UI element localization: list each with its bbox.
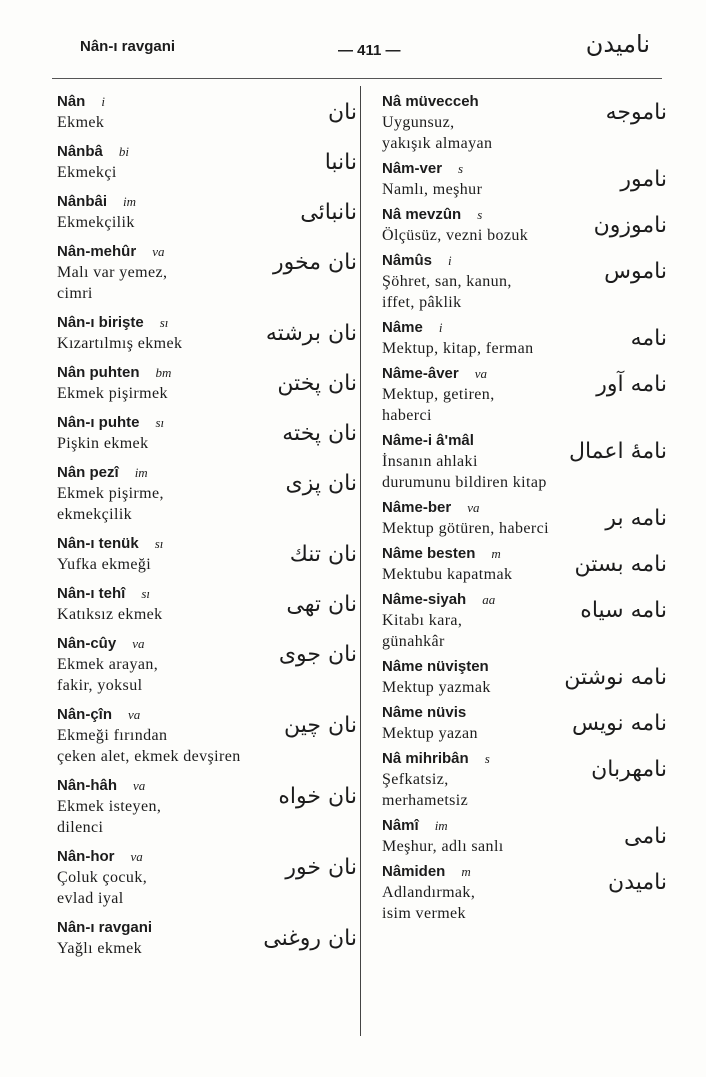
entry-definition: Çoluk çocuk, [57,869,148,886]
part-of-speech: i [448,253,452,268]
entry-definition: Ekmekçilik [57,214,135,231]
arabic-script-word: نان تهى [286,592,357,617]
headword-text: Nân [57,93,86,110]
dictionary-entry [57,92,357,133]
arabic-script-word: ناموس [604,259,667,284]
headword-text: Nân-cûy [57,635,117,652]
headword-text: Nân-ı puhte [57,414,140,431]
dictionary-entry [57,142,357,183]
entry-definition: Yufka ekmeği [57,556,152,573]
part-of-speech: sı [159,315,169,330]
running-header-right: نامیدن [585,30,650,58]
dictionary-entry [382,590,667,652]
entry-headword [57,92,357,112]
arabic-script-word: نانبائى [300,200,357,225]
part-of-speech: m [461,864,471,879]
dictionary-entry [382,749,667,811]
arabic-script-word: نامه سياه [580,598,667,623]
entry-definition: merhametsiz [382,792,469,809]
running-header-left: Nân-ı ravgani [80,38,176,55]
entry-definition: Ölçüsüz, vezni bozuk [382,227,529,244]
arabic-script-word: نان تنك [289,542,357,567]
headword-text: Nâme nüvis [382,704,467,721]
headword-text: Nâme-siyah [382,591,467,608]
headword-text: Nân puhten [57,364,140,381]
arabic-script-word: نان پزى [285,471,357,496]
dictionary-entry [382,816,667,857]
arabic-script-word: نان خور [285,855,357,880]
entry-definition: Ekmek pişirmek [57,385,168,402]
headword-text: Nâm-ver [382,160,443,177]
dictionary-entry [57,313,357,354]
arabic-script-word: نامه نوشتن [564,665,667,690]
entry-definition: günahkâr [382,633,445,650]
arabic-script-word: ناموزون [593,213,667,238]
entry-definition: Ekmek isteyen, [57,798,162,815]
entry-definition: Ekmekçi [57,164,117,181]
entry-definition: fakir, yoksul [57,677,143,694]
entry-definition: Mektup yazan [382,725,478,742]
dictionary-entry [57,776,357,838]
entry-headword [57,142,357,162]
entry-definition: Uygunsuz, [382,114,455,131]
dictionary-entry [57,413,357,454]
arabic-script-word: نامور [620,167,667,192]
right-column [382,92,667,929]
part-of-speech: sı [154,536,164,551]
dictionary-entry [382,205,667,246]
arabic-script-word: ناميدن [608,870,667,895]
headword-text: Nâme-ber [382,499,452,516]
part-of-speech: sı [155,415,165,430]
headword-text: Nâmiden [382,863,446,880]
part-of-speech: im [434,818,448,833]
entry-definition: Mektup götüren, haberci [382,520,549,537]
entry-definition: Ekmek [57,114,105,131]
part-of-speech: va [132,636,145,651]
dictionary-entry [382,703,667,744]
entry-definition: Mektup, kitap, ferman [382,340,534,357]
left-column [57,92,357,968]
dictionary-entry [382,862,667,924]
entry-definition: haberci [382,407,432,424]
dictionary-entry [382,318,667,359]
dictionary-entry [382,657,667,698]
part-of-speech: i [101,94,105,109]
arabic-script-word: نامه بستن [574,552,667,577]
arabic-script-word: نانبا [324,150,357,175]
entry-definition: Mektup yazmak [382,679,491,696]
arabic-script-word: نامى [624,824,667,849]
entry-definition: Yağlı ekmek [57,940,142,957]
arabic-script-word: نان جوى [278,642,357,667]
dictionary-entry [57,242,357,304]
dictionary-entry [382,364,667,426]
dictionary-entry [382,431,667,493]
part-of-speech: i [438,320,443,335]
dictionary-entry [57,192,357,233]
headword-text: Nâme nüvişten [382,658,489,675]
arabic-script-word: نامه [630,326,667,351]
arabic-script-word: نامۀ اعمال [568,439,667,464]
headword-text: Nân-ı birişte [57,314,144,331]
header-rule [52,78,662,79]
arabic-script-word: نان روغنى [263,926,357,951]
part-of-speech: m [491,546,501,561]
part-of-speech: s [477,207,483,222]
entry-definition: Pişkin ekmek [57,435,149,452]
part-of-speech: va [133,778,146,793]
headword-text: Nân-ı tenük [57,535,139,552]
entry-definition: dilenci [57,819,104,836]
entry-definition: Ekmek pişirme, [57,485,164,502]
part-of-speech: im [123,194,137,209]
entry-definition: Meşhur, adlı sanlı [382,838,504,855]
dictionary-entry [382,92,667,154]
dictionary-entry [382,498,667,539]
part-of-speech: s [458,161,464,176]
part-of-speech: bi [118,144,129,159]
part-of-speech: va [474,366,487,381]
dictionary-entry [382,544,667,585]
part-of-speech: va [130,849,143,864]
headword-text: Nân-çîn [57,706,113,723]
entry-definition: Namlı, meşhur [382,181,483,198]
headword-text: Nân-mehûr [57,243,137,260]
dictionary-entry [382,251,667,313]
headword-text: Nân-ı ravgani [57,919,153,936]
headword-text: Nâ müvecceh [382,93,479,110]
dictionary-entry [57,463,357,525]
headword-text: Nân-hor [57,848,115,865]
entry-definition: cimri [57,285,93,302]
part-of-speech: im [134,465,148,480]
arabic-script-word: نان [328,100,357,125]
entry-definition: isim vermek [382,905,466,922]
entry-definition: Katıksız ekmek [57,606,163,623]
part-of-speech: bm [155,365,172,380]
part-of-speech: s [484,751,490,766]
arabic-script-word: نان پخته [282,421,357,446]
entry-definition: Malı var yemez, [57,264,168,281]
headword-text: Nân-ı tehî [57,585,126,602]
column-divider [360,86,361,1036]
arabic-script-word: نان پختن [277,371,357,396]
entry-definition: Kızartılmış ekmek [57,335,183,352]
entry-definition: ekmekçilik [57,506,133,523]
headword-text: Nânbâi [57,193,108,210]
entry-definition: Şöhret, san, kanun, [382,273,512,290]
dictionary-entry [57,918,357,959]
part-of-speech: va [467,500,480,515]
arabic-script-word: نان چين [284,713,357,738]
page-number: — 411 — [338,42,401,59]
entry-definition: evlad iyal [57,890,124,907]
part-of-speech: va [128,707,141,722]
dictionary-entry [57,847,357,909]
entry-definition: iffet, pâklik [382,294,462,311]
part-of-speech: sı [141,586,151,601]
entry-definition: Ekmek arayan, [57,656,159,673]
arabic-script-word: نان خواه [278,784,357,809]
entry-definition: Mektup, getiren, [382,386,495,403]
arabic-script-word: نان مخور [273,250,357,275]
entry-definition: çeken alet, ekmek devşiren [57,748,241,765]
entry-definition: Kitabı kara, [382,612,463,629]
dictionary-entry [57,634,357,696]
headword-text: Nân-hâh [57,777,117,794]
headword-text: Nâ mihribân [382,750,469,767]
headword-text: Nâmûs [382,252,433,269]
headword-text: Nâmî [382,817,419,834]
dictionary-entry [382,159,667,200]
arabic-script-word: نامه آور [596,372,667,397]
part-of-speech: va [152,244,165,259]
arabic-script-word: نامهربان [591,757,667,782]
arabic-script-word: نامه نويس [571,711,667,736]
part-of-speech: aa [482,592,496,607]
headword-text: Nâ mevzûn [382,206,462,223]
arabic-script-word: نامه بر [605,506,667,531]
entry-definition: Ekmeği fırından [57,727,168,744]
dictionary-entry [57,534,357,575]
headword-text: Nân pezî [57,464,119,481]
headword-text: Nâme [382,319,423,336]
dictionary-entry [57,363,357,404]
dictionary-entry [57,705,357,767]
entry-definition: Mektubu kapatmak [382,566,513,583]
dictionary-entry [57,584,357,625]
entry-definition: Adlandırmak, [382,884,476,901]
headword-text: Nâme besten [382,545,476,562]
entry-definition: Şefkatsiz, [382,771,449,788]
entry-headword [382,318,667,338]
entry-definition: yakışık almayan [382,135,493,152]
headword-text: Nânbâ [57,143,103,160]
headword-text: Nâme-âver [382,365,459,382]
headword-text: Nâme-i â'mâl [382,432,474,449]
entry-definition: İnsanın ahlaki [382,453,478,470]
arabic-script-word: نان برشته [265,321,357,346]
arabic-script-word: ناموجه [605,100,667,125]
entry-definition: durumunu bildiren kitap [382,474,547,491]
